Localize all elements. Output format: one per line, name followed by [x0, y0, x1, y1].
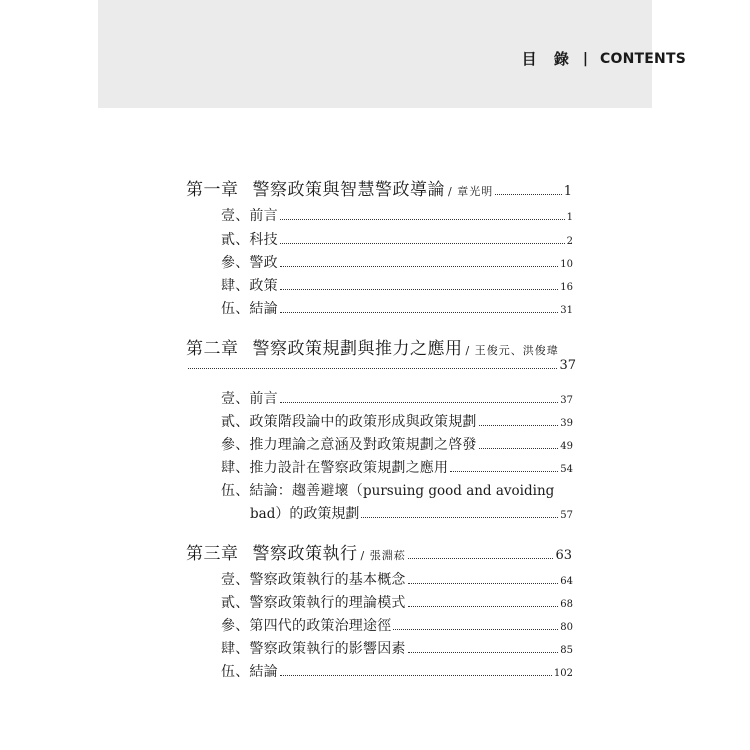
- chapter-number: 第二章: [186, 339, 239, 359]
- toc-item-label: 參、警政: [221, 255, 278, 271]
- toc-item-label-latin-cont: bad: [250, 506, 276, 522]
- dot-leader: [188, 368, 557, 369]
- dot-leader: [280, 312, 558, 313]
- toc-item-label: 肆、警察政策執行的影響因素: [221, 641, 406, 657]
- toc-item-page: 39: [560, 418, 573, 429]
- toc-item[interactable]: [221, 615, 573, 635]
- toc-item-page: 80: [560, 622, 573, 633]
- dot-leader: [280, 289, 558, 290]
- toc-item-label-latin: pursuing good and avoiding: [363, 483, 555, 499]
- chapter-number: 第三章: [186, 544, 239, 564]
- toc-item-label: 壹、前言: [221, 391, 278, 407]
- toc-item-page: 10: [560, 259, 573, 270]
- toc-item[interactable]: [221, 205, 573, 225]
- chapter-author: / 章光明: [448, 185, 494, 198]
- toc-item[interactable]: [221, 569, 573, 589]
- toc-item[interactable]: [221, 457, 573, 477]
- dot-leader: [280, 243, 565, 244]
- dot-leader: [479, 448, 559, 449]
- dot-leader: [408, 558, 554, 559]
- dot-leader: [280, 675, 552, 676]
- dot-leader: [408, 583, 559, 584]
- toc-item-label: 貳、政策階段論中的政策形成與政策規劃: [221, 414, 477, 430]
- toc-item-page: 68: [560, 599, 573, 610]
- chapter-author: / 王俊元、洪俊瑋: [465, 344, 559, 357]
- dot-leader: [450, 471, 558, 472]
- toc-item-page: 64: [560, 576, 573, 587]
- chapter-2-page-line[interactable]: [186, 358, 576, 373]
- dot-leader: [408, 652, 559, 653]
- toc-item-label: 肆、推力設計在警察政策規劃之應用: [221, 460, 449, 476]
- dot-leader: [479, 425, 559, 426]
- chapter-1-heading[interactable]: [186, 175, 572, 200]
- dot-leader: [495, 194, 562, 195]
- toc-item[interactable]: [221, 298, 573, 318]
- toc-item-label: 參、推力理論之意涵及對政策規劃之啓發: [221, 437, 477, 453]
- toc-item-label: 壹、警察政策執行的基本概念: [221, 572, 406, 588]
- toc-item-page: 31: [560, 305, 573, 316]
- toc-item-page: 49: [560, 441, 573, 452]
- toc-item[interactable]: [221, 434, 573, 454]
- toc-item-page: 85: [560, 645, 573, 656]
- chapter-page: 63: [555, 548, 572, 563]
- chapter-title: 警察政策執行: [252, 544, 358, 564]
- toc-item[interactable]: [221, 252, 573, 272]
- chapter-page: 37: [559, 358, 576, 373]
- toc-item-label: 伍、結論：趨善避壞（: [221, 483, 363, 499]
- toc-item[interactable]: [221, 275, 573, 295]
- toc-item-label-cont: ）的政策規劃: [275, 506, 360, 522]
- chapter-3-heading[interactable]: [186, 539, 572, 564]
- toc-item-label: 伍、結論: [221, 301, 278, 317]
- toc-item-multiline[interactable]: [221, 480, 573, 500]
- header-separator: |: [582, 50, 589, 67]
- toc-item-page: 37: [560, 395, 573, 406]
- toc-item-label: 參、第四代的政策治理途徑: [221, 618, 392, 634]
- toc-item[interactable]: [221, 411, 573, 431]
- header-title-en: CONTENTS: [600, 50, 686, 67]
- dot-leader: [280, 266, 558, 267]
- header-title-zh: 目 錄: [521, 50, 575, 68]
- dot-leader: [408, 606, 559, 607]
- dot-leader: [280, 219, 565, 220]
- toc-item-page: 1: [566, 212, 573, 223]
- chapter-number: 第一章: [186, 180, 239, 200]
- toc-item-label: 伍、結論: [221, 664, 278, 680]
- toc-item-page: 102: [553, 668, 573, 679]
- toc-item-label: 壹、前言: [221, 208, 278, 224]
- toc-item-continuation[interactable]: [250, 503, 573, 523]
- toc-item[interactable]: [221, 229, 573, 249]
- toc-item-page: 2: [566, 236, 573, 247]
- toc-item[interactable]: [221, 661, 573, 681]
- toc-item[interactable]: [221, 638, 573, 658]
- toc-item-page: 54: [560, 464, 573, 475]
- chapter-author: / 張淵菘: [360, 549, 406, 562]
- toc-item-page: 16: [560, 282, 573, 293]
- toc-item-label: 貳、警察政策執行的理論模式: [221, 595, 406, 611]
- toc-item-page: 57: [560, 510, 573, 521]
- dot-leader: [361, 517, 558, 518]
- toc-item-label: 貳、科技: [221, 232, 278, 248]
- dot-leader: [393, 629, 558, 630]
- chapter-page: 1: [563, 184, 572, 199]
- dot-leader: [280, 402, 558, 403]
- toc-item-label: 肆、政策: [221, 278, 278, 294]
- chapter-title: 警察政策規劃與推力之應用: [252, 339, 463, 359]
- chapter-2-heading[interactable]: [186, 334, 572, 359]
- toc-item[interactable]: [221, 388, 573, 408]
- chapter-title: 警察政策與智慧警政導論: [252, 180, 445, 200]
- toc-item[interactable]: [221, 592, 573, 612]
